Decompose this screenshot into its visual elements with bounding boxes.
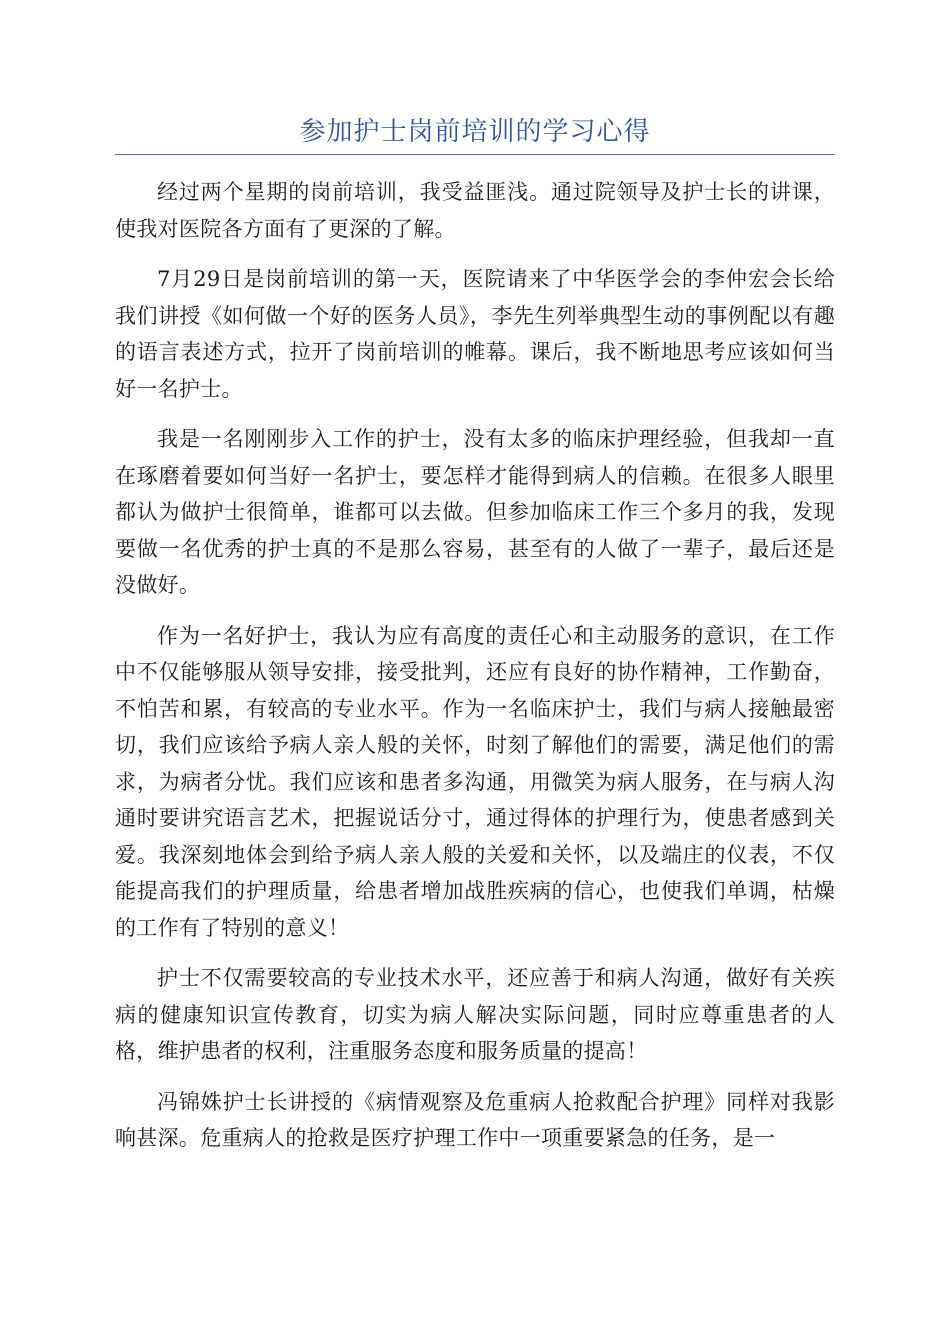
paragraph-6: 冯锦姝护士长讲授的《病情观察及危重病人抢救配合护理》同样对我影响甚深。危重病人的抢救是医疗护理工作中一项重要紧急的任务，是一	[115, 1089, 835, 1150]
paragraph-4: 作为一名好护士，我认为应有高度的责任心和主动服务的意识，在工作中不仅能够服从领导安排，接受批判，还应有良好的协作精神，工作勤奋，不怕苦和累，有较高的专业水平。作为一名临床护士，我们与病人接触最密切，我们应该给予病人亲人般的关怀，时刻了解他们的需要，满足他们的需求，为病者分忧。我们应该和患者多沟通，用微笑为病人服务，在与病人沟通时要讲究语言艺术，把握说话分寸，通过得体的护理行为，使患者感到关爱。我深刻地体会到给予病人亲人般的关爱和关怀，以及端庄的仪表，不仅能提高我们的护理质量，给患者增加战胜疾病的信心，也使我们单调，枯燥的工作有了特别的意义！	[115, 623, 835, 940]
title-underline-divider	[115, 154, 835, 155]
document-title: 参加护士岗前培训的学习心得	[299, 117, 651, 147]
paragraph-3: 我是一名刚刚步入工作的护士，没有太多的临床护理经验，但我却一直在琢磨着要如何当好一名护士，要怎样才能得到病人的信赖。在很多人眼里都认为做护士很简单，谁都可以去做。但参加临床工作三个多月的我，发现要做一名优秀的护士真的不是那么容易，甚至有的人做了一辈子，最后还是没做好。	[115, 427, 835, 597]
paragraph-5: 护士不仅需要较高的专业技术水平，还应善于和病人沟通，做好有关疾病的健康知识宣传教育，切实为病人解决实际问题，同时应尊重患者的人格，维护患者的权利，注重服务态度和服务质量的提高！	[115, 966, 835, 1063]
document-page	[115, 0, 835, 1344]
paragraph-1: 经过两个星期的岗前培训，我受益匪浅。通过院领导及护士长的讲课，使我对医院各方面有了更深的了解。	[115, 180, 835, 241]
paragraph-2: 7月29日是岗前培训的第一天，医院请来了中华医学会的李仲宏会长给我们讲授《如何做一个好的医务人员》，李先生列举典型生动的事例配以有趣的语言表述方式，拉开了岗前培训的帷幕。课后，我不断地思考应该如何当好一名护士。	[115, 267, 835, 401]
document-body	[115, 174, 835, 1171]
